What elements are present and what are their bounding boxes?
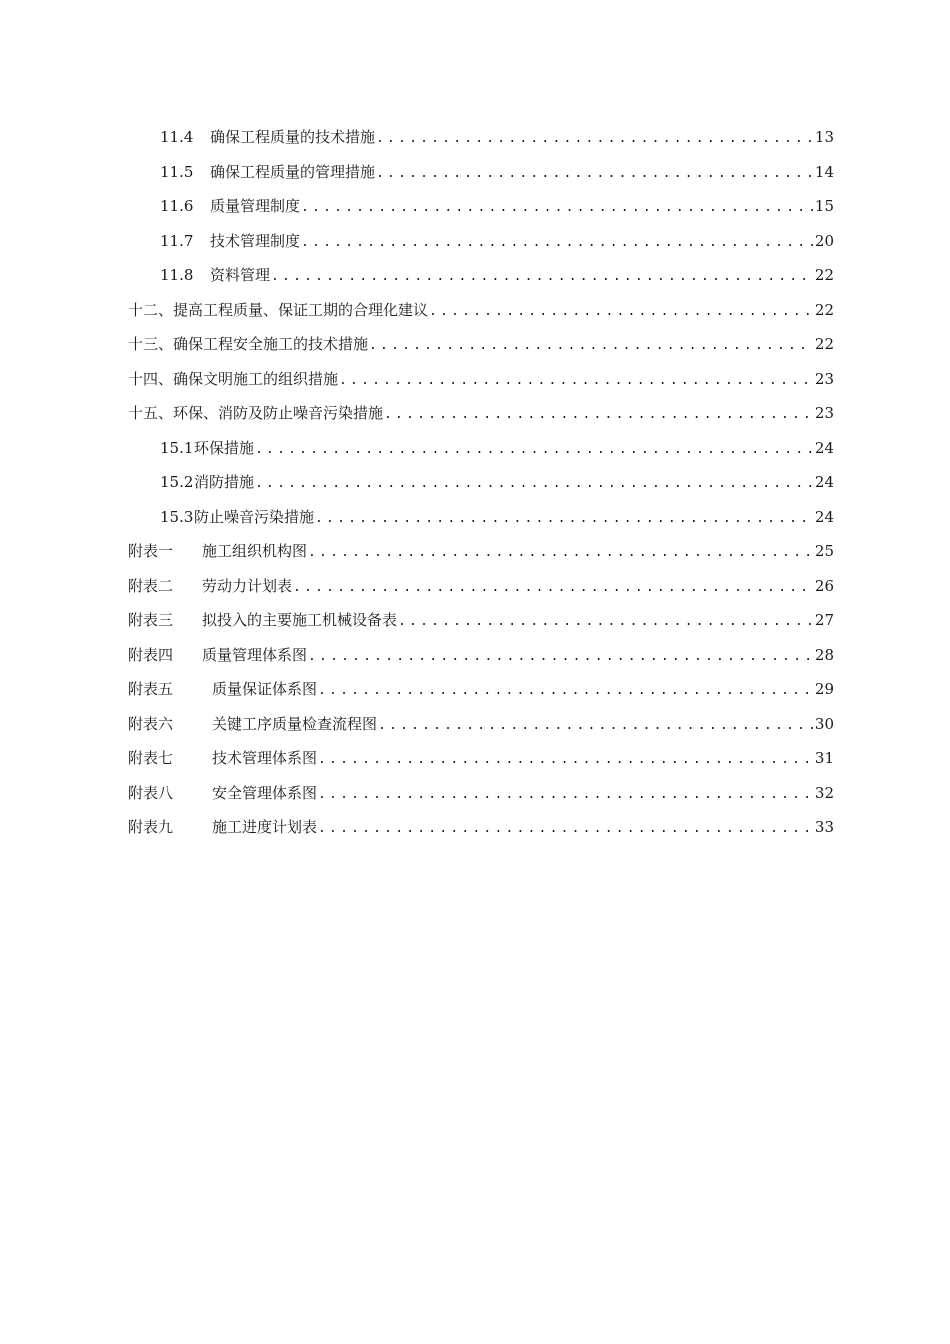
toc-dot-leader — [315, 502, 813, 537]
toc-entry-number: 11.5 — [160, 162, 194, 181]
toc-dot-leader — [318, 743, 813, 778]
toc-entry-page: 22 — [814, 266, 834, 284]
toc-entry-appendix-6[interactable] — [128, 707, 834, 742]
toc-entry-number: 附表二 — [128, 576, 174, 595]
toc-entry-page: 29 — [814, 680, 834, 698]
toc-entry-page: 24 — [814, 473, 834, 491]
toc-dot-leader — [398, 605, 813, 640]
toc-dot-leader — [308, 640, 813, 675]
toc-entry-chapter-14[interactable] — [128, 362, 834, 397]
toc-entry-number: 附表七 — [128, 749, 174, 767]
toc-dot-leader — [255, 467, 813, 502]
toc-entry-page: 20 — [814, 231, 834, 250]
toc-entry-15-2[interactable] — [128, 465, 834, 500]
toc-entry-page: 24 — [814, 507, 834, 526]
toc-entry-number: 11.4 — [160, 128, 194, 146]
toc-entry-title: 技术管理体系图 — [212, 749, 318, 767]
toc-entry-appendix-3[interactable] — [128, 603, 834, 638]
toc-dot-leader — [378, 709, 813, 744]
toc-entry-number: 附表五 — [128, 680, 174, 698]
toc-dot-leader — [308, 536, 813, 571]
toc-entry-page: 27 — [814, 611, 834, 629]
toc-dot-leader — [339, 364, 813, 399]
toc-entry-appendix-7[interactable] — [128, 741, 834, 776]
toc-entry-title: 十三、确保工程安全施工的技术措施 — [128, 335, 369, 353]
toc-entry-title: 劳动力计划表 — [202, 576, 293, 595]
toc-entry-title: 十五、环保、消防及防止噪音污染措施 — [128, 404, 384, 422]
toc-entry-title: 拟投入的主要施工机械设备表 — [202, 611, 398, 629]
toc-entry-15-1[interactable] — [128, 431, 834, 466]
toc-entry-title: 质量管理制度 — [210, 197, 301, 215]
toc-entry-title: 质量保证体系图 — [212, 680, 318, 698]
toc-entry-title: 质量管理体系图 — [202, 645, 308, 664]
toc-entry-title: 资料管理 — [210, 266, 271, 284]
toc-entry-page: 14 — [814, 162, 834, 181]
toc-entry-number: 附表九 — [128, 818, 174, 836]
toc-dot-leader — [255, 433, 813, 468]
toc-dot-leader — [301, 226, 813, 261]
toc-entry-number: 附表四 — [128, 645, 174, 664]
toc-entry-number: 15.1 — [160, 438, 194, 457]
toc-dot-leader — [318, 778, 813, 813]
toc-entry-page: 22 — [814, 335, 834, 353]
toc-entry-number: 11.7 — [160, 231, 194, 250]
toc-entry-page: 22 — [814, 300, 834, 319]
toc-dot-leader — [318, 812, 813, 847]
toc-dot-leader — [369, 329, 813, 364]
toc-entry-number: 附表三 — [128, 611, 174, 629]
toc-entry-appendix-8[interactable] — [128, 776, 834, 811]
toc-entry-title: 技术管理制度 — [210, 231, 301, 250]
toc-entry-page: 26 — [814, 576, 834, 595]
toc-entry-11-4[interactable] — [128, 120, 834, 155]
toc-entry-11-7[interactable] — [128, 224, 834, 259]
toc-dot-leader — [429, 295, 813, 330]
toc-entry-page: 31 — [814, 749, 834, 767]
toc-dot-leader — [293, 571, 813, 606]
toc-entry-title: 十二、提高工程质量、保证工期的合理化建议 — [128, 300, 429, 319]
toc-entry-number: 附表一 — [128, 542, 174, 560]
toc-entry-appendix-5[interactable] — [128, 672, 834, 707]
toc-entry-title: 确保工程质量的管理措施 — [210, 162, 376, 181]
toc-dot-leader — [376, 157, 813, 192]
toc-entry-page: 28 — [814, 645, 834, 664]
toc-entry-title: 环保措施 — [194, 438, 255, 457]
toc-entry-page: 15 — [814, 197, 834, 215]
toc-entry-page: 32 — [814, 783, 834, 802]
toc-dot-leader — [376, 122, 813, 157]
toc-entry-appendix-2[interactable] — [128, 569, 834, 604]
toc-entry-title: 消防措施 — [194, 473, 255, 491]
toc-entry-page: 30 — [814, 714, 834, 733]
toc-dot-leader — [384, 398, 813, 433]
toc-entry-title: 防止噪音污染措施 — [194, 507, 315, 526]
toc-entry-title: 安全管理体系图 — [212, 783, 318, 802]
toc-entry-title: 关键工序质量检查流程图 — [212, 714, 378, 733]
toc-entry-page: 25 — [814, 542, 834, 560]
toc-entry-number: 15.2 — [160, 473, 194, 491]
toc-entry-appendix-4[interactable] — [128, 638, 834, 673]
toc-entry-page: 23 — [814, 404, 834, 422]
toc-entry-title: 施工组织机构图 — [202, 542, 308, 560]
toc-dot-leader — [301, 191, 813, 226]
toc-entry-11-5[interactable] — [128, 155, 834, 190]
toc-entry-title: 确保工程质量的技术措施 — [210, 128, 376, 146]
toc-entry-page: 23 — [814, 369, 834, 388]
toc-entry-chapter-15[interactable] — [128, 396, 834, 431]
toc-entry-11-8[interactable] — [128, 258, 834, 293]
toc-entry-chapter-12[interactable] — [128, 293, 834, 328]
toc-entry-appendix-1[interactable] — [128, 534, 834, 569]
toc-dot-leader — [318, 674, 813, 709]
toc-entry-number: 15.3 — [160, 507, 194, 526]
toc-dot-leader — [271, 260, 813, 295]
toc-entry-number: 11.6 — [160, 197, 194, 215]
toc-entry-number: 附表六 — [128, 714, 174, 733]
toc-entry-page: 24 — [814, 438, 834, 457]
toc-entry-chapter-13[interactable] — [128, 327, 834, 362]
toc-entry-title: 十四、确保文明施工的组织措施 — [128, 369, 339, 388]
toc-entry-page: 33 — [814, 818, 834, 836]
toc-entry-title: 施工进度计划表 — [212, 818, 318, 836]
toc-entry-appendix-9[interactable] — [128, 810, 834, 845]
toc-entry-11-6[interactable] — [128, 189, 834, 224]
toc-entry-number: 11.8 — [160, 266, 194, 284]
toc-entry-number: 附表八 — [128, 783, 174, 802]
toc-entry-15-3[interactable] — [128, 500, 834, 535]
table-of-contents — [128, 120, 834, 845]
toc-entry-page: 13 — [814, 128, 834, 146]
